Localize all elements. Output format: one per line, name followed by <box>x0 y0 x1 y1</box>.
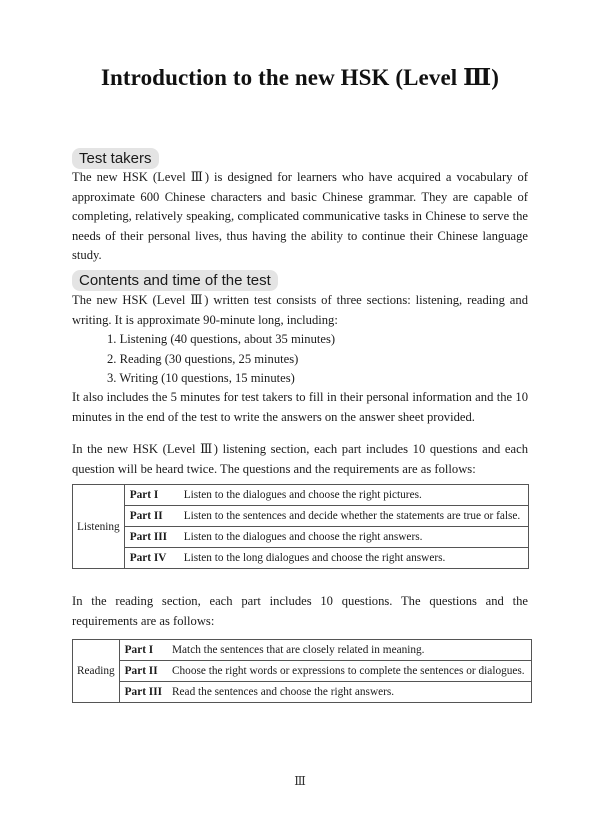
part-label: Part II <box>119 661 168 682</box>
contents-list-item: 3. Writing (10 questions, 15 minutes) <box>107 371 295 385</box>
part-description: Read the sentences and choose the right answers. <box>168 682 531 703</box>
section-label-cell: Listening <box>73 485 125 569</box>
part-label: Part III <box>124 527 180 548</box>
part-label: Part IV <box>124 548 180 569</box>
table-row <box>73 485 529 506</box>
part-description: Listen to the long dialogues and choose the right answers. <box>180 548 529 569</box>
part-description: Choose the right words or expressions to complete the sentences or dialogues. <box>168 661 531 682</box>
table-row <box>73 682 532 703</box>
table-row <box>73 640 532 661</box>
listening-requirements-table <box>72 484 529 569</box>
section-label-cell: Reading <box>73 640 120 703</box>
table-row <box>73 548 529 569</box>
table-row <box>73 506 529 527</box>
contents-intro-paragraph: The new HSK (Level Ⅲ) written test consists of three sections: listening, reading and writing. It is approximate 90-minute long, including: <box>72 293 528 327</box>
listening-intro-paragraph: In the new HSK (Level Ⅲ) listening section, each part includes 10 questions and each question will be heard twice. The questions and the requirements are as follows: <box>72 442 528 476</box>
page-number: Ⅲ <box>294 774 306 788</box>
part-description: Listen to the dialogues and choose the right pictures. <box>180 485 529 506</box>
part-description: Listen to the dialogues and choose the right answers. <box>180 527 529 548</box>
test-takers-paragraph: The new HSK (Level Ⅲ) is designed for learners who have acquired a vocabulary of approximate 600 Chinese characters and basic Chinese grammar. They are capable of completing, relatively speaking, complicated communicative tasks in Chinese to serve the needs of their personal lives, thus having the ability to continue their Chinese language study. <box>72 170 528 262</box>
part-label: Part III <box>119 682 168 703</box>
contents-list <box>107 330 335 389</box>
contents-extra-paragraph: It also includes the 5 minutes for test takers to fill in their personal information and the 10 minutes in the end of the test to write the answers on the answer sheet provided. <box>72 390 528 424</box>
reading-requirements-table <box>72 639 532 703</box>
contents-list-item: 1. Listening (40 questions, about 35 minutes) <box>107 332 336 346</box>
part-description: Match the sentences that are closely related in meaning. <box>168 640 531 661</box>
part-label: Part I <box>119 640 168 661</box>
section-heading-contents: Contents and time of the test <box>72 270 278 291</box>
table-row <box>73 661 532 682</box>
part-description: Listen to the sentences and decide whether the statements are true or false. <box>180 506 529 527</box>
reading-intro-paragraph: In the reading section, each part includes 10 questions. The questions and the requirements are as follows: <box>72 594 528 628</box>
part-label: Part I <box>124 485 180 506</box>
section-heading-test-takers: Test takers <box>72 148 159 169</box>
part-label: Part II <box>124 506 180 527</box>
page-title: Introduction to the new HSK (Level Ⅲ) <box>100 65 499 90</box>
table-row <box>73 527 529 548</box>
contents-list-item: 2. Reading (30 questions, 25 minutes) <box>107 351 299 366</box>
